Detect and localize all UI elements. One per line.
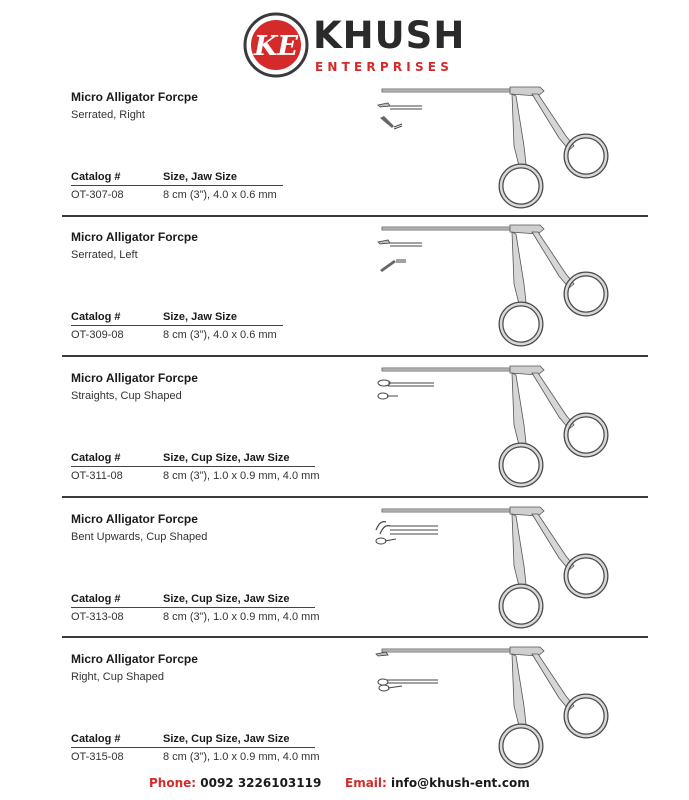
- jaw-detail-icon: [376, 522, 438, 544]
- product-name: Micro Alligator Forcpe: [71, 512, 198, 526]
- size-value: 8 cm (3”), 4.0 x 0.6 mm: [163, 189, 277, 201]
- logo-initials: KE: [253, 31, 299, 62]
- header-rule: [71, 466, 315, 467]
- catalog-header: Catalog #: [71, 171, 121, 183]
- product-variant: Serrated, Left: [71, 249, 138, 261]
- size-header: Size, Jaw Size: [163, 171, 237, 183]
- brand-logo: [243, 12, 466, 78]
- jaw-detail-icon: [376, 652, 438, 691]
- size-header: Size, Cup Size, Jaw Size: [163, 452, 290, 464]
- catalog-header: Catalog #: [71, 593, 121, 605]
- section-divider: [62, 215, 648, 217]
- product-name: Micro Alligator Forcpe: [71, 371, 198, 385]
- catalog-header: Catalog #: [71, 733, 121, 745]
- size-value: 8 cm (3”), 1.0 x 0.9 mm, 4.0 mm: [163, 470, 320, 482]
- size-value: 8 cm (3”), 1.0 x 0.9 mm, 4.0 mm: [163, 751, 320, 763]
- product-variant: Serrated, Right: [71, 109, 145, 121]
- product-name: Micro Alligator Forcpe: [71, 230, 198, 244]
- catalog-header: Catalog #: [71, 452, 121, 464]
- section-divider: [62, 355, 648, 357]
- forceps-image: [372, 363, 632, 503]
- email-contact: [345, 776, 530, 790]
- email-address[interactable]: info@khush-ent.com: [391, 776, 530, 790]
- product-section: [0, 82, 689, 222]
- product-name: Micro Alligator Forcpe: [71, 90, 198, 104]
- forceps-image: [372, 222, 632, 362]
- section-divider: [62, 496, 648, 498]
- size-value: 8 cm (3”), 1.0 x 0.9 mm, 4.0 mm: [163, 611, 320, 623]
- product-variant: Bent Upwards, Cup Shaped: [71, 531, 208, 543]
- product-variant: Straights, Cup Shaped: [71, 390, 182, 402]
- catalog-number: OT-311-08: [71, 470, 123, 482]
- size-header: Size, Jaw Size: [163, 311, 237, 323]
- size-header: Size, Cup Size, Jaw Size: [163, 593, 290, 605]
- header-rule: [71, 747, 315, 748]
- catalog-number: OT-309-08: [71, 329, 124, 341]
- product-section: [0, 222, 689, 362]
- phone-number[interactable]: 0092 3226103119: [200, 776, 322, 790]
- brand-subtitle: ENTERPRISES: [315, 60, 454, 74]
- jaw-detail-icon: [378, 380, 434, 399]
- logo-badge-icon: [243, 12, 309, 78]
- product-section: [0, 644, 689, 784]
- forceps-image: [372, 644, 632, 784]
- phone-label: Phone:: [149, 776, 197, 790]
- product-section: [0, 504, 689, 644]
- catalog-number: OT-315-08: [71, 751, 124, 763]
- forceps-image: [372, 504, 632, 644]
- size-value: 8 cm (3”), 4.0 x 0.6 mm: [163, 329, 277, 341]
- brand-name: KHUSH: [313, 14, 466, 57]
- jaw-detail-icon: [378, 240, 422, 272]
- header-rule: [71, 325, 283, 326]
- product-variant: Right, Cup Shaped: [71, 671, 164, 683]
- product-section: [0, 363, 689, 503]
- catalog-header: Catalog #: [71, 311, 121, 323]
- forceps-image: [372, 82, 632, 222]
- header-rule: [71, 607, 315, 608]
- section-divider: [62, 636, 648, 638]
- jaw-detail-icon: [378, 103, 422, 129]
- size-header: Size, Cup Size, Jaw Size: [163, 733, 290, 745]
- catalog-number: OT-307-08: [71, 189, 124, 201]
- phone-contact: [149, 776, 321, 790]
- header-rule: [71, 185, 283, 186]
- contact-footer: [0, 776, 689, 796]
- email-label: Email:: [345, 776, 387, 790]
- product-name: Micro Alligator Forcpe: [71, 652, 198, 666]
- catalog-number: OT-313-08: [71, 611, 124, 623]
